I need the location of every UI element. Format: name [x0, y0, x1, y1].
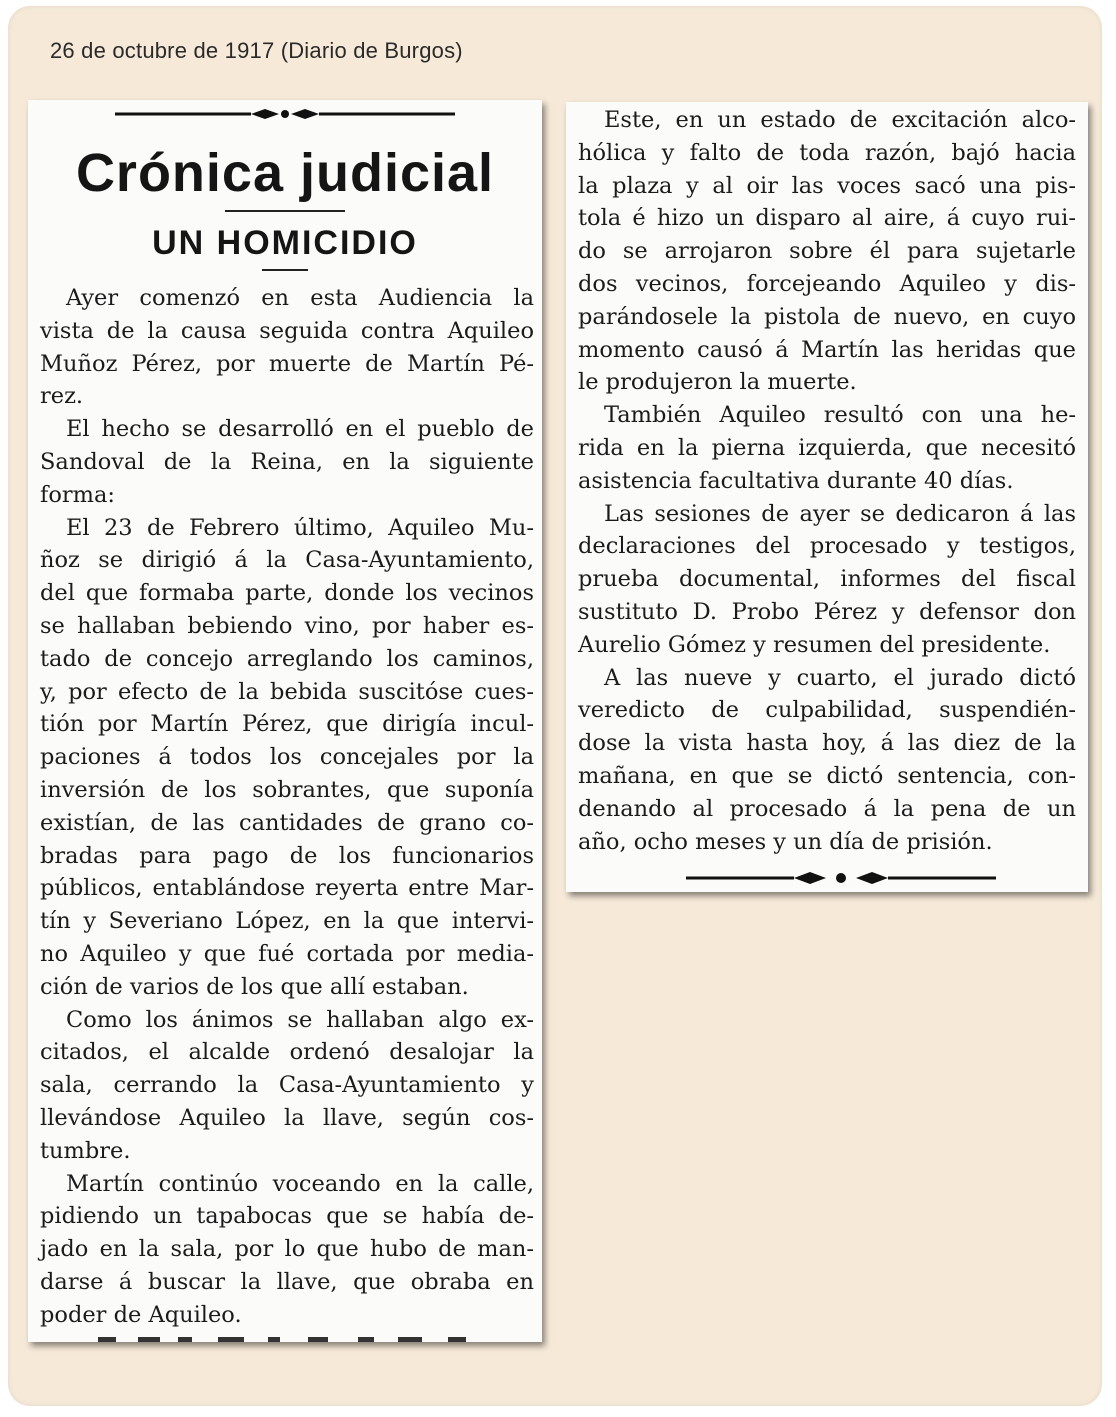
- text-line: dose la vista hasta hoy, á las diez de la: [578, 730, 1076, 757]
- text-line: asistencia facultativa durante 40 días.: [578, 467, 1014, 494]
- article-body-left: [40, 282, 534, 1332]
- text-line: Este, en un estado de excitación alco-: [604, 107, 1076, 133]
- text-line: declaraciones del procesado y testigos,: [578, 533, 1076, 560]
- text-line: vista de la causa seguida contra Aquileo: [40, 317, 534, 344]
- text-line: existían, de las cantidades de grano co-: [40, 809, 534, 836]
- title-divider: [225, 210, 345, 212]
- text-line: sala, cerrando la Casa-Ayuntamiento y: [40, 1072, 534, 1099]
- text-line: El 23 de Febrero último, Aquileo Mu-: [66, 514, 534, 541]
- text-line: tumbre.: [40, 1137, 131, 1164]
- text-line: citados, el alcalde ordenó desalojar la: [40, 1039, 534, 1066]
- text-line: se hallaban bebiendo vino, por haber es-: [40, 612, 534, 639]
- text-line: llevándose Aquileo la llave, según cos-: [40, 1104, 534, 1131]
- text-line: públicos, entablándose reyerta entre Mar-: [40, 875, 534, 902]
- text-line: dos vecinos, forcejeando Aquileo y dis-: [578, 270, 1076, 297]
- text-line: Las sesiones de ayer se dedicaron á las: [604, 500, 1076, 527]
- text-line: ción de varios de los que allí estaban.: [40, 973, 469, 1000]
- text-line: jado en la sala, por lo que hubo de man-: [40, 1236, 534, 1263]
- text-line: darse á buscar la llave, que obraba en: [40, 1268, 534, 1295]
- text-line: la plaza y al oir las voces sacó una pis-: [578, 172, 1076, 199]
- clipping-left-column: [28, 100, 542, 1342]
- text-line: parándosele la pistola de nuevo, en cuyo: [578, 303, 1076, 330]
- text-line: tado de concejo arreglando los caminos,: [40, 645, 534, 672]
- text-line: hólica y falto de toda razón, bajó hacia: [578, 139, 1076, 166]
- text-line: Sandoval de la Reina, en la siguiente: [40, 448, 534, 475]
- caption: 26 de octubre de 1917 (Diario de Burgos): [50, 38, 463, 63]
- text-line: do se arrojaron sobre él para sujetarle: [578, 238, 1076, 265]
- text-line: veredicto de culpabilidad, suspendién-: [578, 697, 1076, 724]
- text-line: Muñoz Pérez, por muerte de Martín Pé-: [40, 350, 534, 377]
- text-line: año, ocho meses y un día de prisión.: [578, 828, 993, 855]
- text-line: tión por Martín Pérez, que dirigía incul-: [40, 711, 534, 738]
- text-line: pidiendo un tapabocas que se había de-: [40, 1203, 534, 1230]
- text-line: rida en la pierna izquierda, que necesitó: [578, 434, 1076, 461]
- text-line: El hecho se desarrolló en el pueblo de: [66, 416, 534, 443]
- text-line: y, por efecto de la bebida suscitóse cues-: [40, 678, 534, 705]
- text-line: paciones á todos los concejales por la: [40, 744, 534, 771]
- text-line: denando al procesado á la pena de un: [578, 795, 1076, 822]
- text-line: del que formaba parte, donde los vecinos: [40, 580, 534, 607]
- text-line: Aurelio Gómez y resumen del presidente.: [578, 631, 1051, 658]
- text-line: Como los ánimos se hallaban algo ex-: [66, 1006, 534, 1033]
- text-line: sustituto D. Probo Pérez y defensor don: [578, 598, 1076, 625]
- text-line: También Aquileo resultó con una he-: [604, 402, 1076, 429]
- text-line: tola é hizo un disparo al aire, á cuyo rui-: [578, 205, 1076, 232]
- subtitle-divider: [262, 269, 308, 271]
- text-line: A las nueve y cuarto, el jurado dictó: [604, 664, 1076, 691]
- text-line: inversión de los sobrantes, que suponía: [40, 776, 534, 803]
- bottom-ornament: [676, 868, 1006, 888]
- text-line: no Aquileo y que fué cortada por media-: [40, 940, 534, 967]
- text-line: forma:: [40, 481, 115, 508]
- text-line: poder de Aquileo.: [40, 1301, 242, 1328]
- text-line: bradas para pago de los funcionarios: [40, 842, 534, 869]
- top-ornament: [105, 104, 465, 124]
- text-line: mañana, en que se dictó sentencia, con-: [578, 762, 1076, 789]
- text-line: momento causó á Martín las heridas que: [578, 336, 1076, 363]
- article-title: Crónica judicial: [75, 143, 495, 203]
- cut-off-line: [68, 1330, 508, 1342]
- text-line: Ayer comenzó en esta Audiencia la: [66, 285, 534, 311]
- text-line: ñoz se dirigió á la Casa-Ayuntamiento,: [40, 547, 534, 574]
- clipping-right-column: [566, 102, 1088, 892]
- article-subtitle: UN HOMICIDIO: [152, 224, 418, 262]
- text-line: le produjeron la muerte.: [578, 369, 857, 396]
- text-line: rez.: [40, 383, 84, 410]
- text-line: Martín continúo voceando en la calle,: [66, 1170, 534, 1197]
- article-body-right: [578, 104, 1076, 858]
- text-line: tín y Severiano López, en la que intervi-: [40, 908, 534, 935]
- text-line: prueba documental, informes del fiscal: [578, 566, 1076, 593]
